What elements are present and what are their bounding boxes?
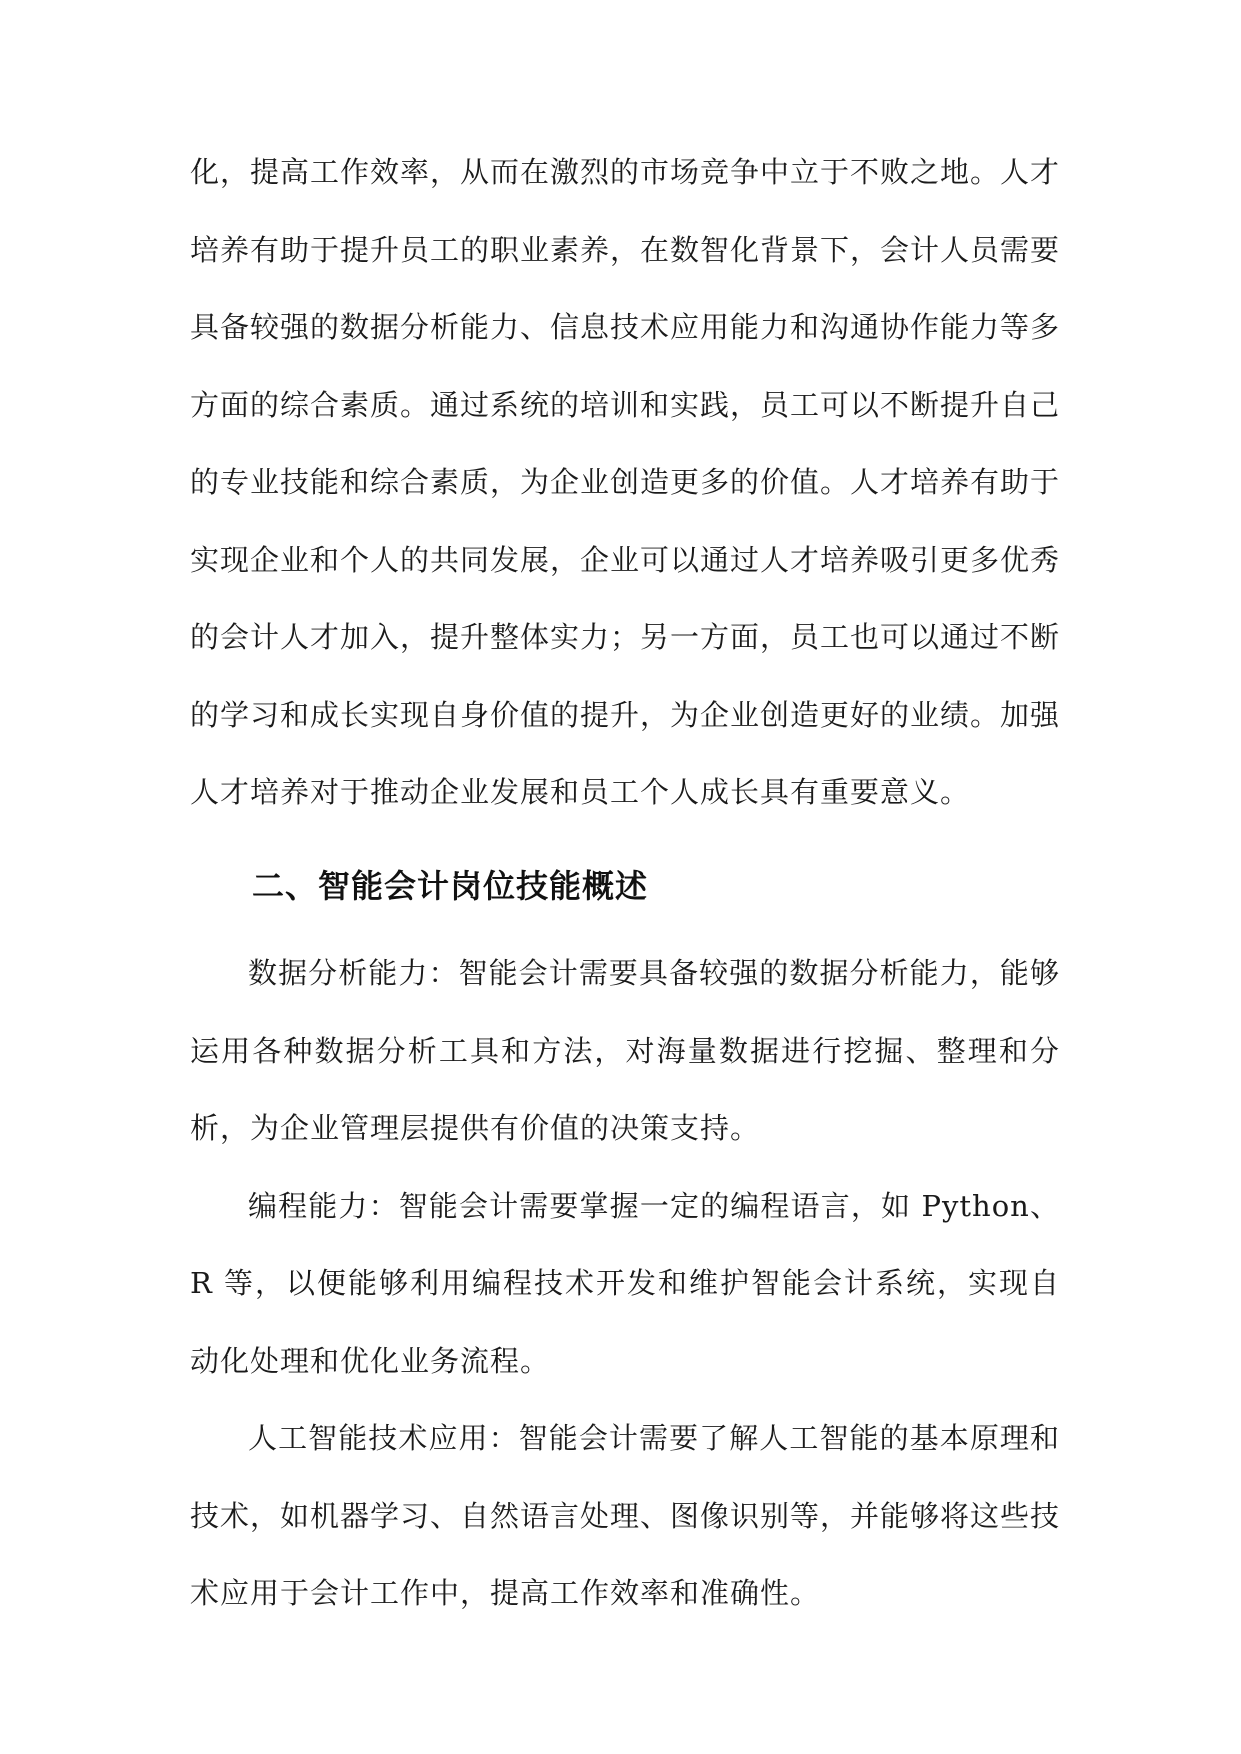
section-heading: 二、智能会计岗位技能概述 xyxy=(252,867,649,905)
continuation-section xyxy=(190,134,1060,832)
paragraph-programming: 编程能力：智能会计需要掌握一定的编程语言，如 Python、R 等，以便能够利用编程技术开发和维护智能会计系统，实现自动化处理和优化业务流程。 xyxy=(190,1188,1060,1378)
section-body xyxy=(190,935,1060,1633)
paragraph-ai-application: 人工智能技术应用：智能会计需要了解人工智能的基本原理和技术，如机器学习、自然语言处理、图像识别等，并能够将这些技术应用于会计工作中，提高工作效率和准确性。 xyxy=(190,1421,1061,1610)
continuation-paragraph: 化，提高工作效率，从而在激烈的市场竞争中立于不败之地。人才培养有助于提升员工的职业素养，在数智化背景下，会计人员需要具备较强的数据分析能力、信息技术应用能力和沟通协作能力等多方面的综合素质。通过系统的培训和实践，员工可以不断提升自己的专业技能和综合素质，为企业创造更多的价值。人才培养有助于实现企业和个人的共同发展，企业可以通过人才培养吸引更多优秀的会计人才加入，提升整体实力；另一方面，员工也可以通过不断的学习和成长实现自身价值的提升，为企业创造更好的业绩。加强人才培养对于推动企业发展和员工个人成长具有重要意义。 xyxy=(190,155,1061,809)
paragraph-data-analysis: 数据分析能力：智能会计需要具备较强的数据分析能力，能够运用各种数据分析工具和方法，对海量数据进行挖掘、整理和分析，为企业管理层提供有价值的决策支持。 xyxy=(190,956,1060,1145)
